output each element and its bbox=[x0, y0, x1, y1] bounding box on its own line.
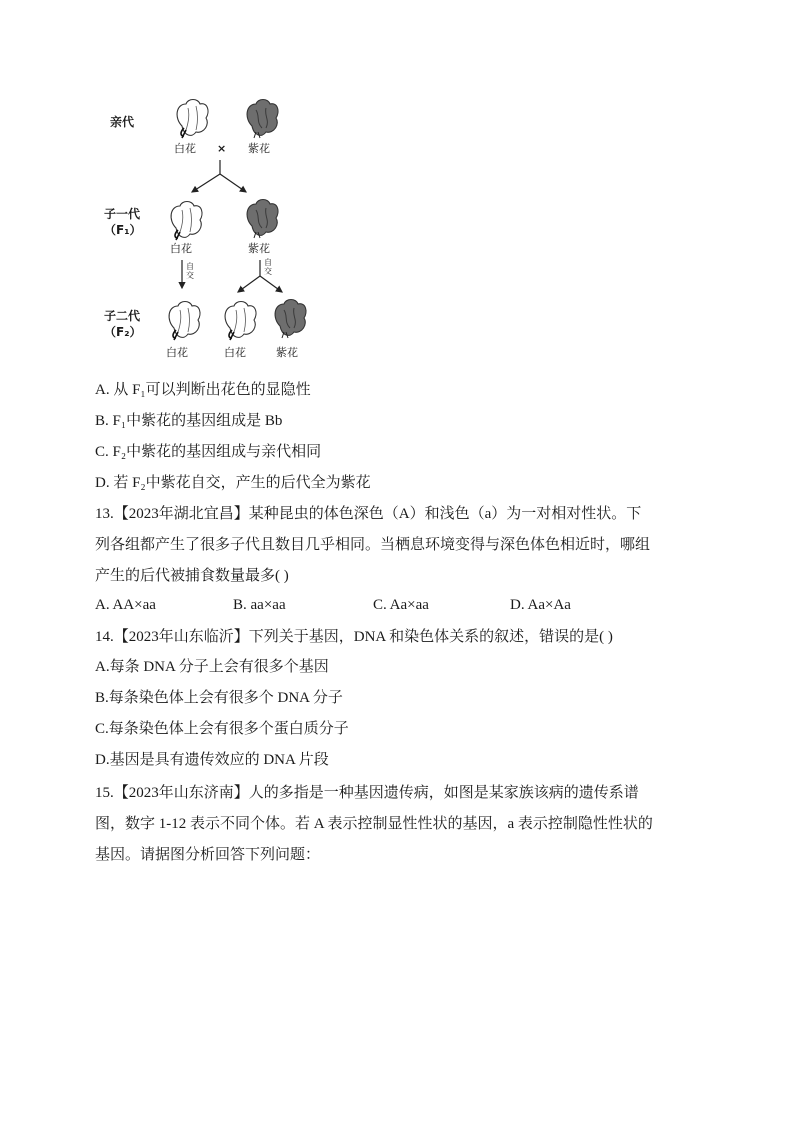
selfing-label: 自交 bbox=[264, 258, 272, 276]
f2-purple-caption: 紫花 bbox=[276, 346, 298, 359]
q13-options bbox=[95, 597, 705, 617]
q12-option-a: A. 从 F₁可以判断出花色的显隐性 bbox=[95, 382, 311, 398]
f2-white-caption: 白花 bbox=[224, 346, 246, 359]
purple-flower-icon bbox=[247, 200, 278, 239]
q14-stem: 14.【2023年山东临沂】下列关于基因，DNA 和染色体关系的叙述，错误的是( ) bbox=[95, 629, 613, 645]
q15-stem-line3: 基因。请据图分析回答下列问题： bbox=[95, 847, 321, 863]
selfing-label: 自交 bbox=[186, 262, 194, 280]
f1-generation-label: 子一代 bbox=[104, 207, 141, 221]
q13-option-d: D. Aa×Aa bbox=[510, 597, 571, 613]
purple-flower-icon bbox=[275, 300, 306, 339]
q15-stem-line2: 图，数字 1-12 表示不同个体。若 A 表示控制显性性状的基因，a 表示控制隐性性状的 bbox=[95, 816, 653, 832]
parent-white-caption: 白花 bbox=[174, 142, 196, 155]
purple-flower-icon bbox=[247, 100, 278, 139]
f1-white-caption: 白花 bbox=[170, 242, 192, 255]
q13-stem-line3: 产生的后代被捕食数量最多( ) bbox=[95, 568, 289, 584]
cross-symbol: × bbox=[217, 142, 227, 155]
q12-option-b: B. F₁中紫花的基因组成是 Bb bbox=[95, 413, 283, 429]
q13-option-a: A. AA×aa bbox=[95, 597, 156, 613]
q13-option-c: C. Aa×aa bbox=[373, 597, 429, 613]
pea-cross-figure bbox=[100, 88, 330, 363]
f2-symbol-label: （F₂） bbox=[104, 325, 142, 339]
q12-option-c: C. F₂中紫花的基因组成与亲代相同 bbox=[95, 444, 322, 460]
q12-option-d: D. 若 F₂中紫花自交，产生的后代全为紫花 bbox=[95, 475, 371, 491]
parent-generation-label: 亲代 bbox=[110, 115, 135, 129]
q14-option-a: A.每条 DNA 分子上会有很多个基因 bbox=[95, 659, 329, 675]
q14-option-c: C.每条染色体上会有很多个蛋白质分子 bbox=[95, 721, 349, 737]
white-flower-icon bbox=[171, 202, 202, 241]
q15-stem-line1: 15.【2023年山东济南】人的多指是一种基因遗传病，如图是某家族该病的遗传系谱 bbox=[95, 785, 639, 801]
f2-white-caption: 白花 bbox=[166, 346, 188, 359]
q14-option-b: B.每条染色体上会有很多个 DNA 分子 bbox=[95, 690, 343, 706]
f1-symbol-label: （F₁） bbox=[104, 223, 142, 237]
f1-purple-caption: 紫花 bbox=[248, 242, 270, 255]
white-flower-icon bbox=[225, 302, 256, 341]
q13-stem-line2: 列各组都产生了很多子代且数目几乎相同。当栖息环境变得与深色体色相近时，哪组 bbox=[95, 537, 651, 553]
white-flower-icon bbox=[169, 302, 200, 341]
white-flower-icon bbox=[177, 100, 208, 139]
parent-purple-caption: 紫花 bbox=[248, 142, 270, 155]
f2-generation-label: 子二代 bbox=[104, 309, 141, 323]
q13-stem-line1: 13.【2023年湖北宜昌】某种昆虫的体色深色（A）和浅色（a）为一对相对性状。下 bbox=[95, 506, 642, 522]
q14-option-d: D.基因是具有遗传效应的 DNA 片段 bbox=[95, 752, 329, 768]
q13-option-b: B. aa×aa bbox=[233, 597, 286, 613]
